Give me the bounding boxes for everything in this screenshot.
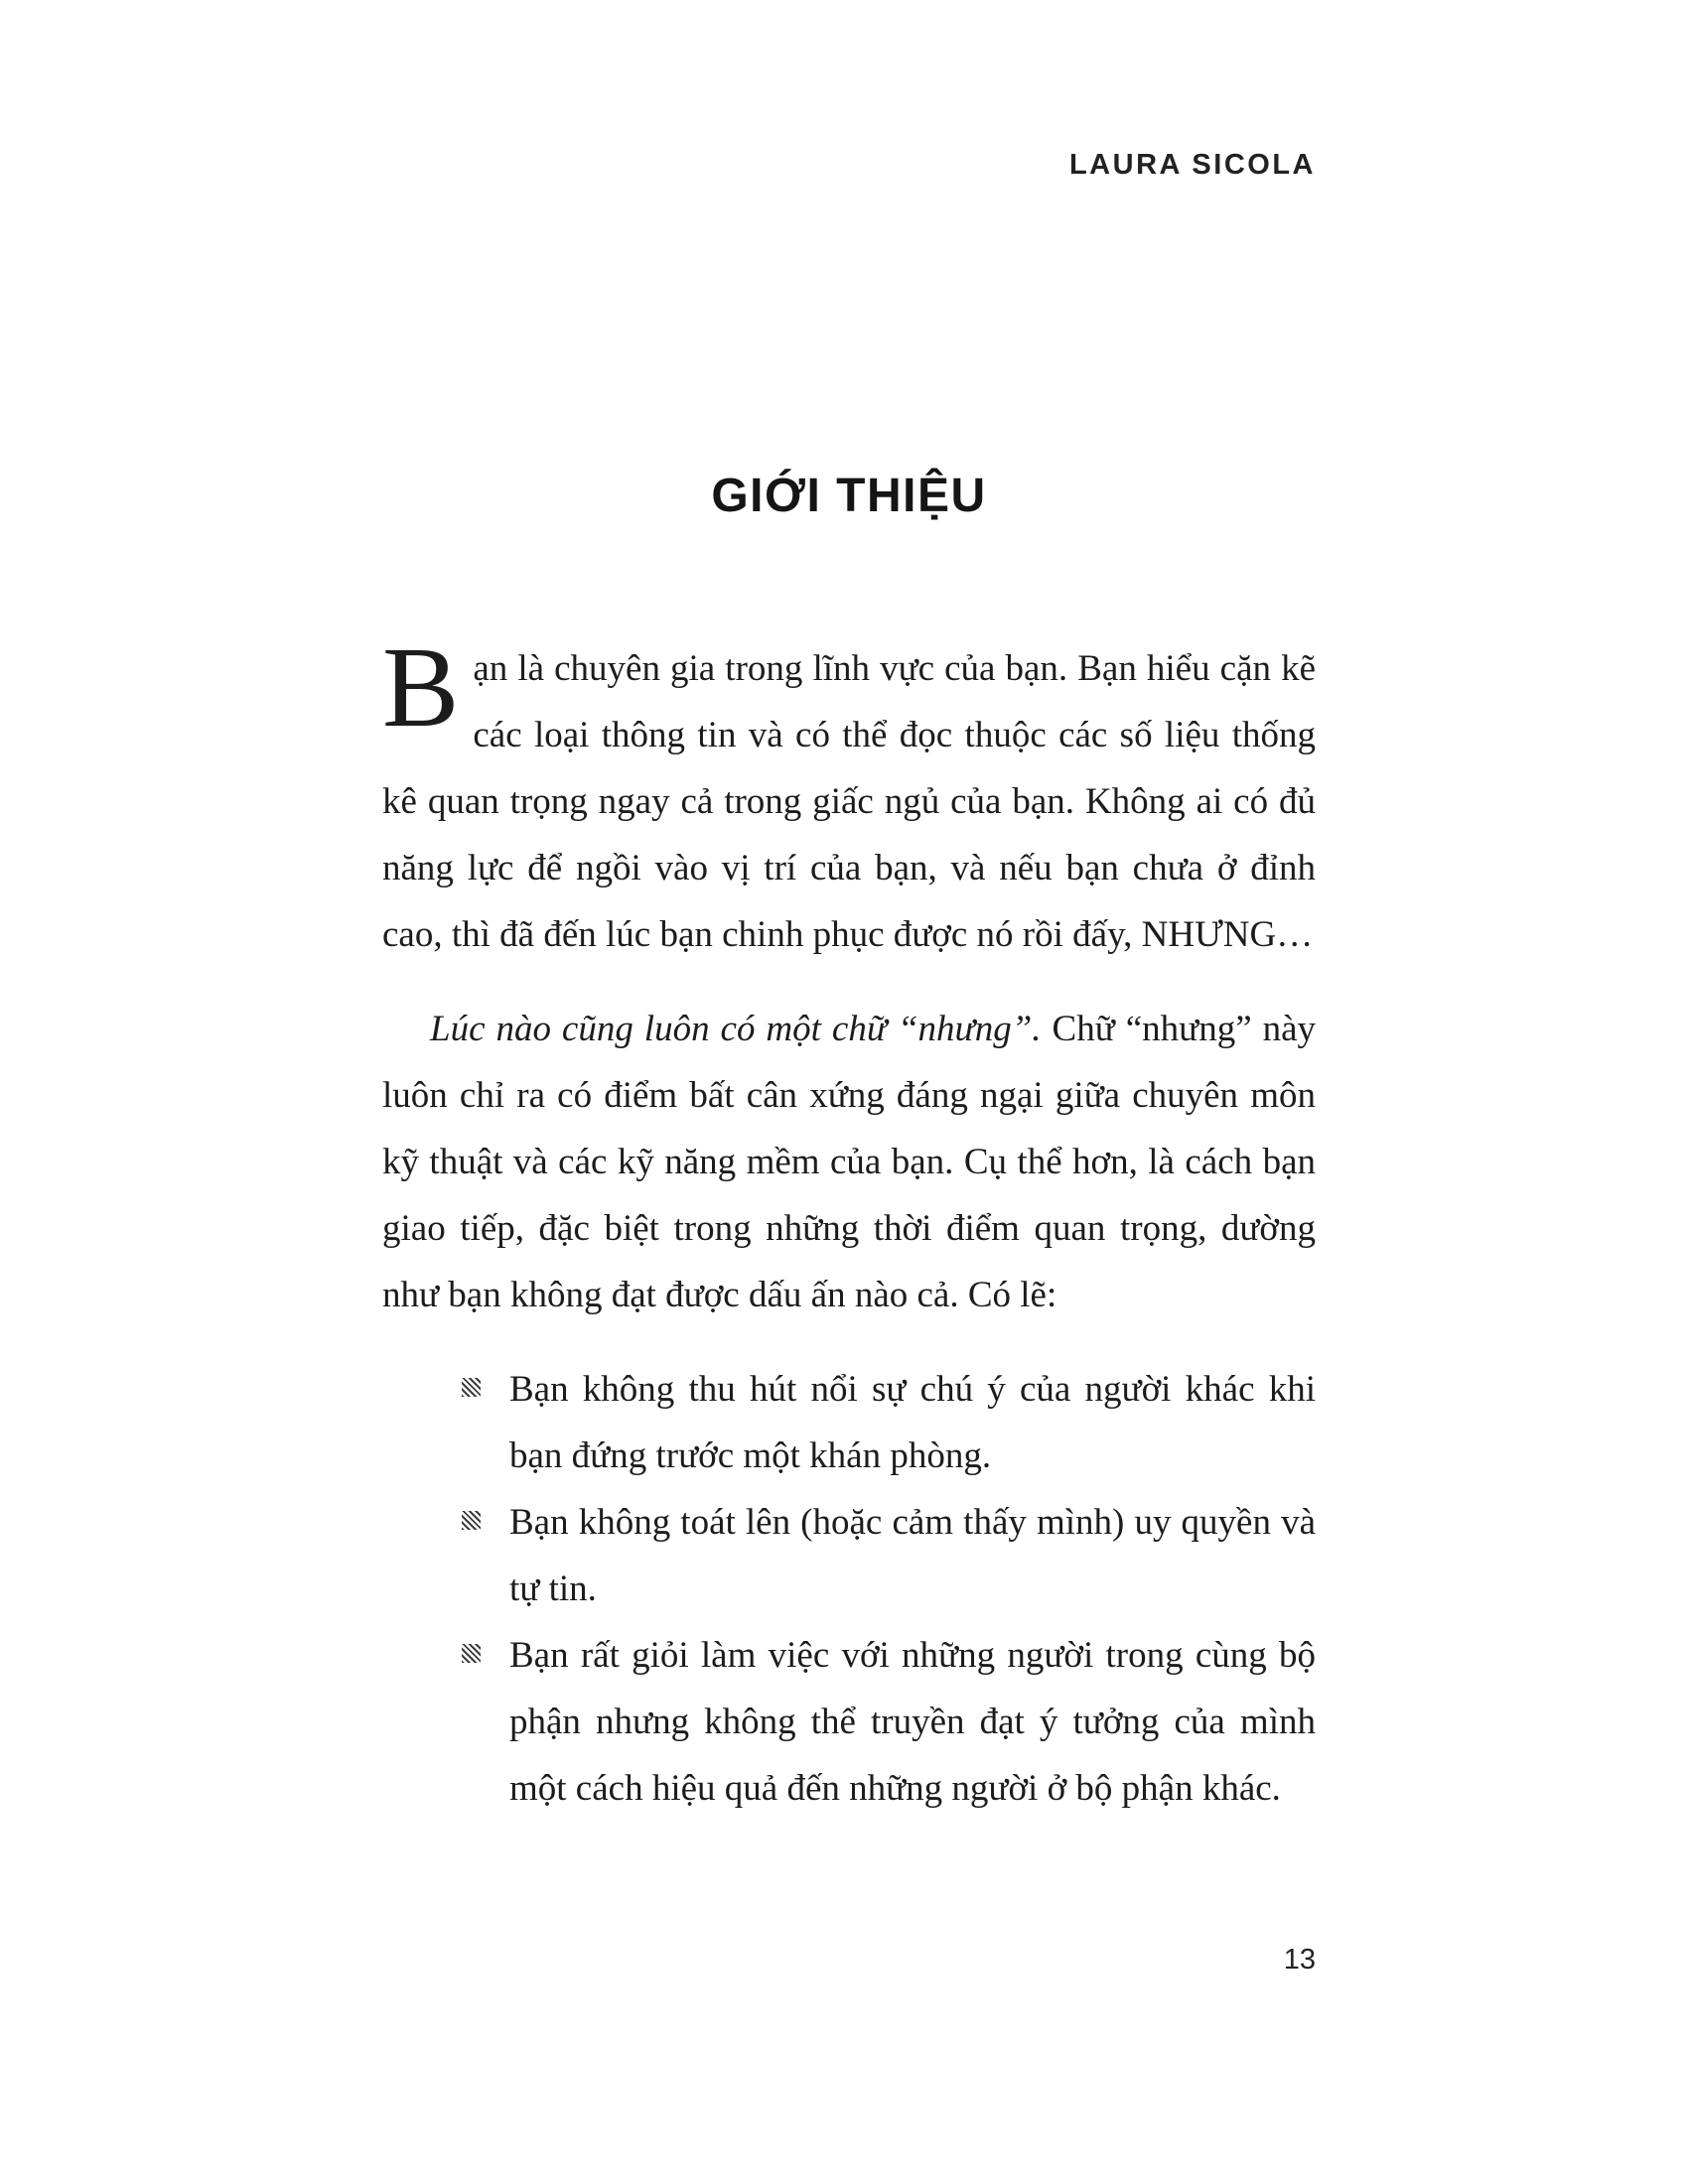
hatched-square-bullet-icon bbox=[462, 1378, 481, 1397]
chapter-title: GIỚI THIỆU bbox=[711, 470, 987, 522]
paragraph-2-lead-italic: Lúc nào cũng luôn có một chữ “nhưng”. bbox=[430, 1009, 1042, 1049]
hatched-square-bullet-icon bbox=[462, 1644, 481, 1663]
list-item bbox=[462, 1622, 1316, 1822]
drop-cap: B bbox=[382, 624, 460, 751]
running-header: LAURA SICOLA bbox=[1068, 149, 1316, 181]
list-item-text: Bạn không toát lên (hoặc cảm thấy mình) uy quyền và tự tin. bbox=[509, 1502, 1316, 1609]
list-item-text: Bạn rất giỏi làm việc với những người trong cùng bộ phận nhưng không thể truyền đạt ý tưởng của mình một cách hiệu quả đến những người ở bộ phận khác. bbox=[509, 1635, 1316, 1809]
list-item-text: Bạn không thu hút nổi sự chú ý của người khác khi bạn đứng trước một khán phòng. bbox=[509, 1369, 1316, 1476]
paragraph-1 bbox=[382, 624, 1316, 968]
page-number: 13 bbox=[1283, 1944, 1316, 1976]
list-item bbox=[462, 1489, 1316, 1622]
bullet-list bbox=[462, 1356, 1316, 1822]
paragraph-2-text: Chữ “nhưng” này luôn chỉ ra có điểm bất cân xứng đáng ngại giữa chuyên môn kỹ thuật và các kỹ năng mềm của bạn. Cụ thể hơn, là cách bạn giao tiếp, đặc biệt trong những thời điểm quan trọng, dường như bạn không đạt được dấu ấn nào cả. Có lẽ: bbox=[382, 1009, 1317, 1315]
list-item bbox=[462, 1356, 1316, 1489]
hatched-square-bullet-icon bbox=[462, 1511, 481, 1530]
paragraph-2 bbox=[382, 996, 1316, 1328]
paragraph-1-text: ạn là chuyên gia trong lĩnh vực của bạn. Bạn hiểu cặn kẽ các loại thông tin và có thể đọc thuộc các số liệu thống kê quan trọng ngay cả trong giấc ngủ của bạn. Không ai có đủ năng lực để ngồi vào vị trí của bạn, và nếu bạn chưa ở đỉnh cao, thì đã đến lúc bạn chinh phục được nó rồi đấy, NHƯNG… bbox=[382, 648, 1316, 955]
page-body bbox=[382, 624, 1317, 1822]
